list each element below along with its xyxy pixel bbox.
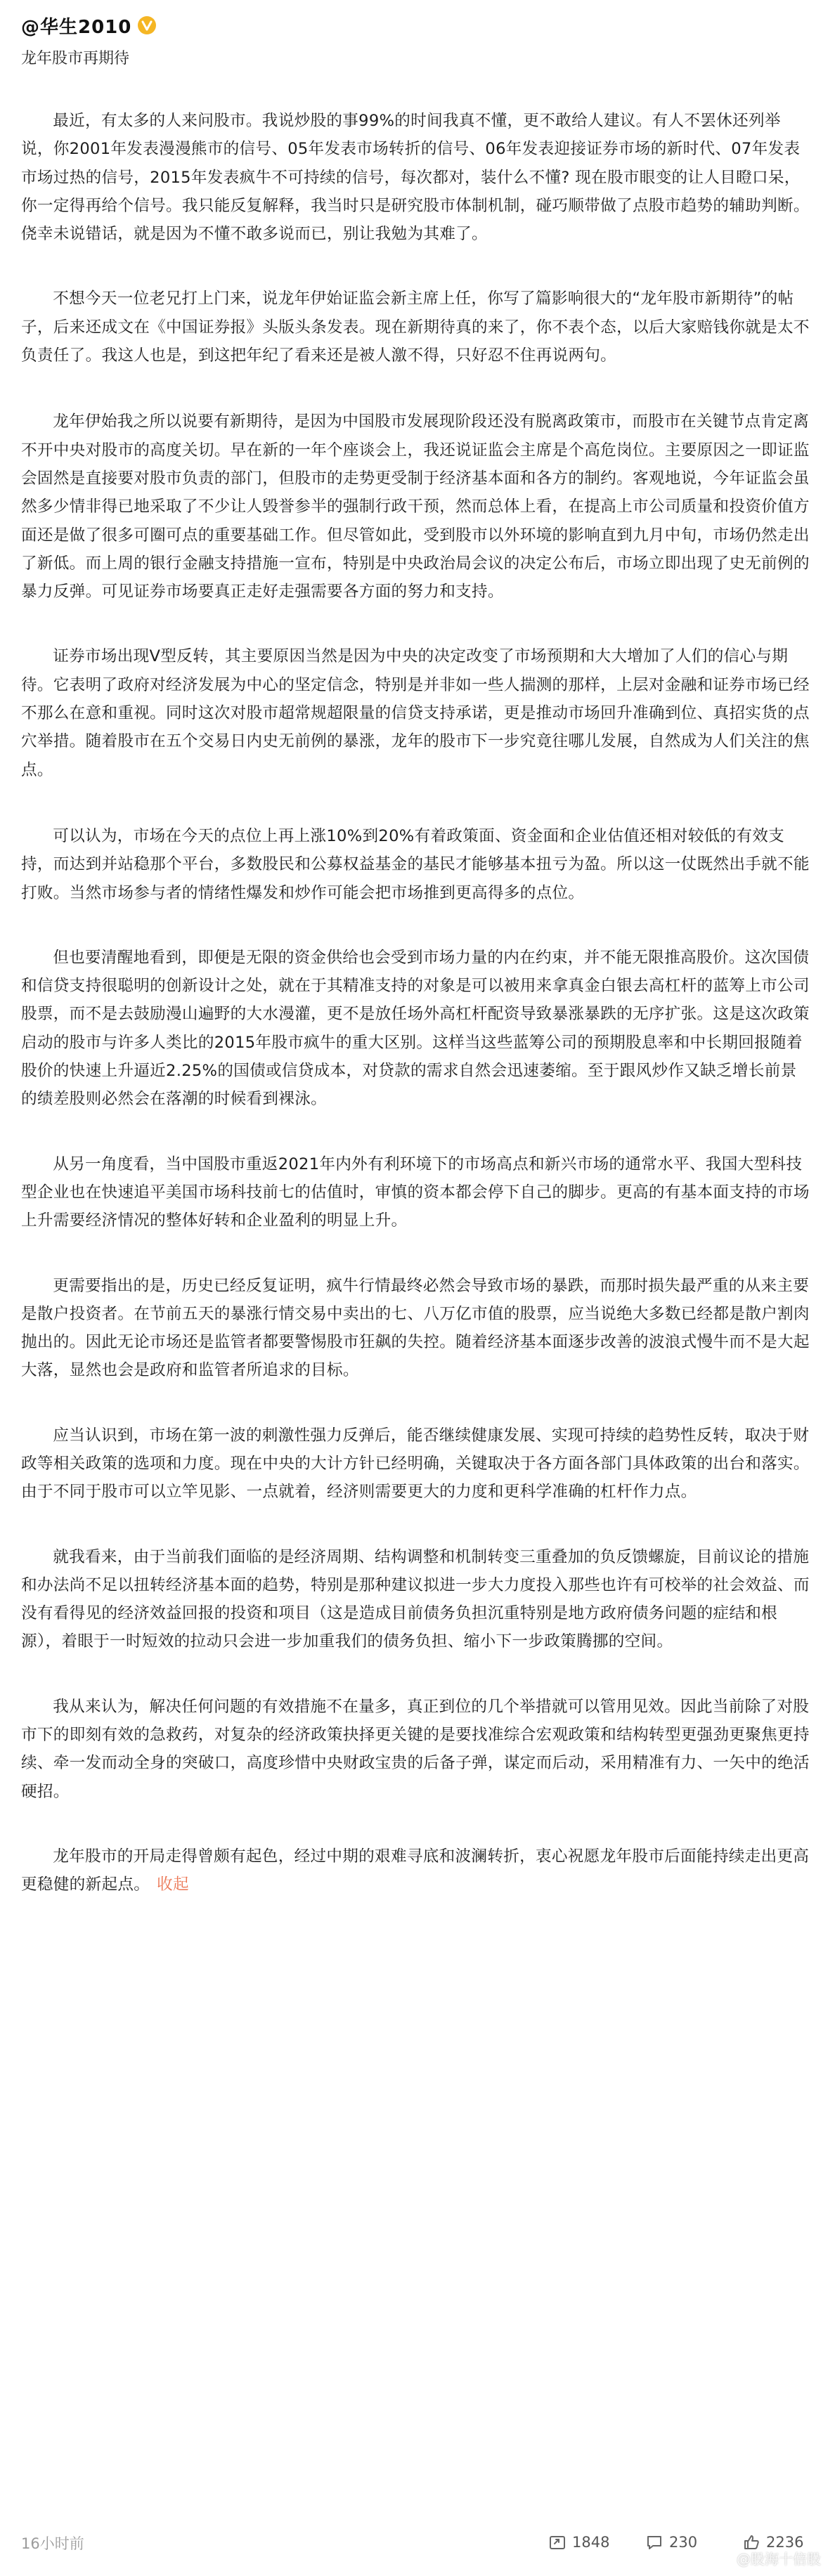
- paragraph-3: 龙年伊始我之所以说要有新期待，是因为中国股市发展现阶段还没有脱离政策市，而股市在关键节点肯定离不开中央对股市的高度关切。早在新的一年个座谈会上，我还说证监会主席是个高危岗位。主要原因之一即证监会固然是直接要对股市负责的部门，但股市的走势更受制于经济基本面和各方的制约。客观地说，今年证监会虽然多少情非得已地采取了不少让人毁誉参半的强制行政干预，然而总体上看，在提高上市公司质量和投资价值方面还是做了很多可圈可点的重要基础工作。但尽管如此，受到股市以外环境的影响直到九月中旬，市场仍然走出了新低。而上周的银行金融支持措施一宣布，特别是中央政治局会议的决定公布后，市场立即出现了史无前例的暴力反弹。可见证券市场要真正走好走强需要各方面的努力和支持。: [21, 412, 810, 601]
- paragraph-12: [21, 1842, 813, 1899]
- comment-button[interactable]: [645, 2530, 697, 2555]
- paragraph-2: 不想今天一位老兄打上门来，说龙年伊始证监会新主席上任，你写了篇影响很大的“龙年股市新期待”的帖子，后来还成文在《中国证券报》头版头条发表。现在新期待真的来了，你不表个态，以后大家赔钱你就是太不负责任了。我这人也是，到这把年纪了看来还是被人激不得，只好忍不住再说两句。: [21, 290, 810, 365]
- post-body: [21, 107, 813, 1899]
- paragraph-12-text: 龙年股市的开局走得曾颇有起色，经过中期的艰难寻底和波澜转折，衷心祝愿龙年股市后面能持续走出更高更稳健的新起点。: [21, 1847, 810, 1894]
- verified-badge-icon: [137, 15, 157, 35]
- author-row: [21, 11, 157, 39]
- paragraph-11: 我从来认为，解决任何问题的有效措施不在量多，真正到位的几个举措就可以管用见效。因此当前除了对股市下的即刻有效的急救药，对复杂的经济政策抉择更关键的是要找准综合宏观政策和结构转型更强劲更聚焦更持续、牵一发而动全身的突破口，高度珍惜中央财政宝贵的后备子弹，谋定而后动，采用精准有力、一矢中的绝活硬招。: [21, 1697, 810, 1801]
- paragraph-8: 更需要指出的是，历史已经反复证明，疯牛行情最终必然会导致市场的暴跌，而那时损失最严重的从来主要是散户投资者。在节前五天的暴涨行情交易中卖出的七、八万亿市值的股票，应当说绝大多数已经都是散户割肉抛出的。因此无论市场还是监管者都要警惕股市狂飙的失控。随着经济基本面逐步改善的波浪式慢牛而不是大起大落，显然也会是政府和监管者所追求的目标。: [21, 1276, 810, 1380]
- collapse-link[interactable]: 收起: [157, 1875, 189, 1894]
- paragraph-1: 最近，有太多的人来问股市。我说炒股的事99%的时间我真不懂，更不敢给人建议。有人不罢休还列举说，你2001年发表漫漫熊市的信号、05年发表市场转折的信号、06年发表迎接证券市场的新时代、07年发表市场过热的信号，2015年发表疯牛不可持续的信号，每次都对，装什么不懂? 现在股市眼变的让人目瞪口呆，你一定得再给个信号。我只能反复解释，我当时只是研究股市体制机制，碰巧顺带做了点股市趋势的辅助判断。侥幸未说错话，就是因为不懂不敢多说而已，别让我勉为其难了。: [21, 112, 810, 244]
- post-timestamp: 16小时前: [21, 2535, 84, 2552]
- comment-icon: [645, 2533, 664, 2551]
- share-icon: [548, 2533, 567, 2551]
- comment-count: 230: [669, 2534, 698, 2551]
- like-count: 2236: [766, 2534, 804, 2551]
- paragraph-6: 但也要清醒地看到，即便是无限的资金供给也会受到市场力量的内在约束，并不能无限推高股价。这次国债和信贷支持很聪明的创新设计之处，就在于其精准支持的对象是可以被用来拿真金白银去高杠杆的蓝筹上市公司股票，而不是去鼓励漫山遍野的大水漫灌，更不是放任场外高杠杆配资导致暴涨暴跌的无序扩张。这是这次政策启动的股市与许多人类比的2015年股市疯牛的重大区别。这样当这些蓝筹公司的预期股息率和中长期回报随着股价的快速上升逼近2.25%的国债或信贷成本，对贷款的需求自然会迅速萎缩。至于跟风炒作又缺乏增长前景的绩差股则必然会在落潮的时候看到裸泳。: [21, 948, 810, 1109]
- post-footer: [0, 2523, 835, 2565]
- share-count: 1848: [572, 2534, 610, 2551]
- paragraph-9: 应当认识到，市场在第一波的刺激性强力反弹后，能否继续健康发展、实现可持续的趋势性反转，取决于财政等相关政策的选项和力度。现在中央的大计方针已经明确，关键取决于各方面各部门具体政策的出台和落实。由于不同于股市可以立竿见影、一点就着，经济则需要更大的力度和更科学准确的杠杆作力点。: [21, 1426, 810, 1502]
- paragraph-10: 就我看来，由于当前我们面临的是经济周期、结构调整和机制转变三重叠加的负反馈螺旋，目前议论的措施和办法尚不足以扭转经济基本面的趋势，特别是那种建议拟进一步大力度投入那些也许有可校举的社会效益、而没有看得见的经济效益回报的投资和项目（这是造成目前债务负担沉重特别是地方政府债务问题的症结和根源），着眼于一时短效的拉动只会进一步加重我们的债务负担、缩小下一步政策腾挪的空间。: [21, 1547, 810, 1651]
- paragraph-7: 从另一角度看，当中国股市重返2021年内外有利环境下的市场高点和新兴市场的通常水平、我国大型科技型企业也在快速追平美国市场科技前七的估值时，审慎的资本都会停下自己的脚步。更高的有基本面支持的市场上升需要经济情况的整体好转和企业盈利的明显上升。: [21, 1154, 810, 1230]
- paragraph-4: 证券市场出现V型反转，其主要原因当然是因为中央的决定改变了市场预期和大大增加了人们的信心与期待。它表明了政府对经济发展为中心的坚定信念，特别是并非如一些人揣测的那样，上层对金融和证券市场已经不那么在意和重视。同时这次对股市超常规超限量的信贷支持承诺，更是推动市场回升准确到位、真招实货的点穴举措。随着股市在五个交易日内史无前例的暴涨，龙年的股市下一步究竟往哪儿发展，自然成为人们关注的焦点。: [21, 647, 810, 779]
- author-name[interactable]: @华生2010: [21, 16, 132, 38]
- share-button[interactable]: [548, 2530, 609, 2555]
- post-title: 龙年股市再期待: [21, 50, 130, 67]
- watermark-text: @股海十倍股: [737, 2551, 821, 2568]
- weibo-logo-icon: [716, 2551, 734, 2566]
- watermark: [716, 2548, 821, 2568]
- paragraph-5: 可以认为，市场在今天的点位上再上涨10%到20%有着政策面、资金面和企业估值还相对较低的有效支持，而达到并站稳那个平台，多数股民和公募权益基金的基民才能够基本扭亏为盈。所以这一仗既然出手就不能打败。当然市场参与者的情绪性爆发和炒作可能会把市场推到更高得多的点位。: [21, 826, 810, 902]
